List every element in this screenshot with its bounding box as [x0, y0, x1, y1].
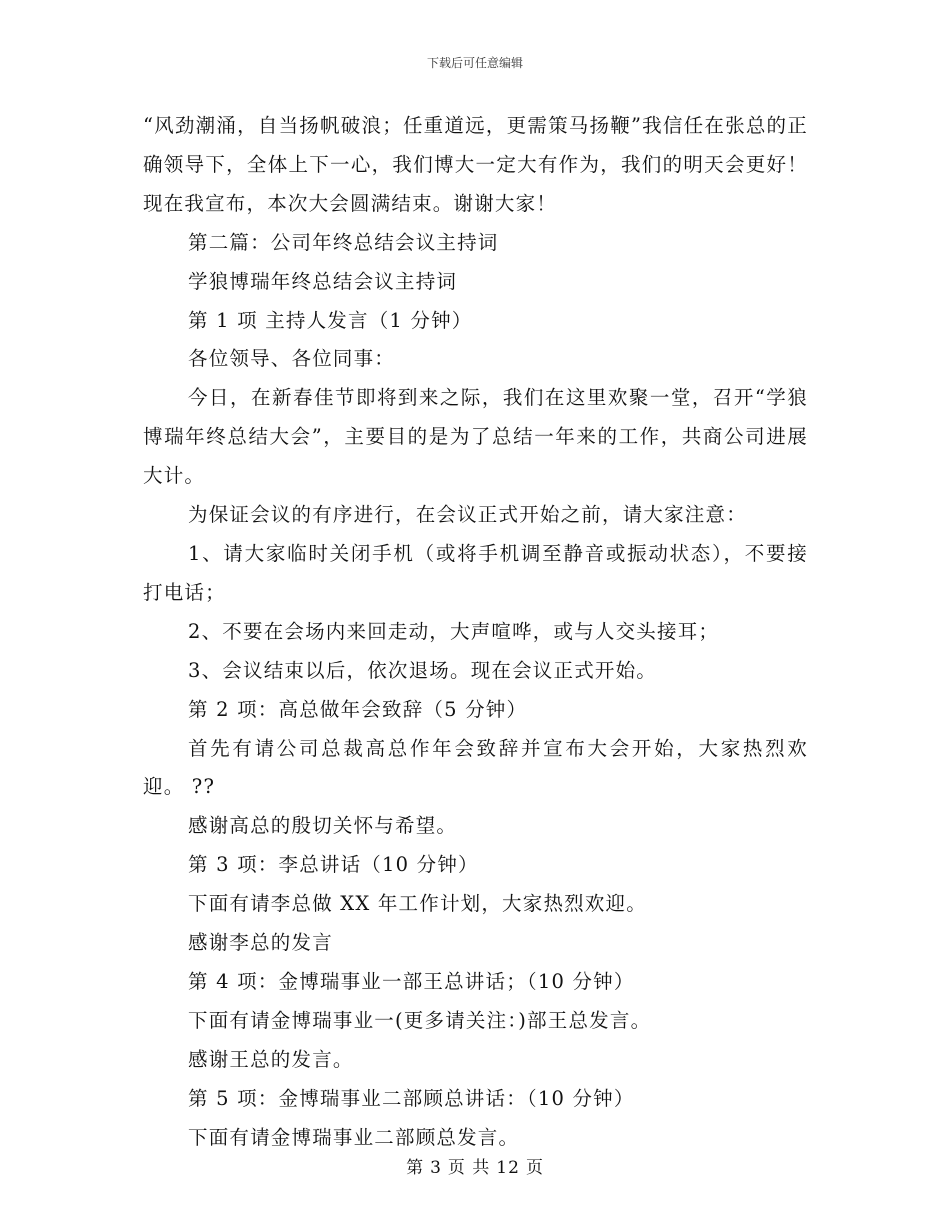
body-paragraph: 3、会议结束以后，依次退场。现在会议正式开始。	[188, 658, 658, 682]
page-footer	[0, 1153, 950, 1178]
footer-total-pages: 12	[496, 1158, 520, 1178]
body-paragraph: 为保证会议的有序进行，在会议正式开始之前，请大家注意：	[188, 503, 747, 527]
document-body	[143, 107, 808, 1157]
body-paragraph: 第 4 项：金博瑞事业一部王总讲话；（10 分钟）	[188, 969, 635, 993]
footer-middle: 页 共	[447, 1158, 491, 1178]
footer-suffix: 页	[525, 1158, 544, 1178]
body-paragraph: 下面有请金博瑞事业二部顾总发言。	[188, 1125, 520, 1149]
body-paragraph: 1、请大家临时关闭手机（或将手机调至静音或振动状态），不要接打电话；	[143, 541, 808, 604]
body-paragraph: 学狼博瑞年终总结会议主持词	[188, 269, 458, 293]
body-paragraph: 第 1 项 主持人发言（1 分钟）	[188, 308, 473, 332]
body-paragraph: 第 2 项：高总做年会致辞（5 分钟）	[188, 697, 528, 721]
footer-current-page: 3	[430, 1158, 442, 1178]
body-paragraph: 2、不要在会场内来回走动，大声喧哗，或与人交头接耳；	[188, 619, 720, 643]
body-paragraph: 感谢王总的发言。	[188, 1047, 354, 1071]
body-paragraph: “风劲潮涌，自当扬帆破浪；任重道远，更需策马扬鞭”我信任在张总的正确领导下，全体上下一心，我们博大一定大有作为，我们的明天会更好！现在我宣布，本次大会圆满结束。谢谢大家！	[143, 114, 808, 215]
body-paragraph: 各位领导、各位同事：	[188, 347, 396, 371]
footer-prefix: 第	[406, 1158, 425, 1178]
body-paragraph: 下面有请金博瑞事业一(更多请关注：)部王总发言。	[188, 1008, 652, 1032]
body-paragraph: 感谢李总的发言	[188, 931, 333, 955]
body-paragraph: 今日，在新春佳节即将到来之际，我们在这里欢聚一堂，召开“学狼博瑞年终总结大会”，主要目的是为了总结一年来的工作，共商公司进展大计。	[143, 386, 808, 488]
body-paragraph: 感谢高总的殷切关怀与希望。	[188, 814, 458, 838]
body-paragraph: 首先有请公司总裁高总作年会致辞并宣布大会开始，大家热烈欢迎。 ??	[143, 736, 808, 799]
body-paragraph: 第 5 项：金博瑞事业二部顾总讲话：（10 分钟）	[188, 1086, 635, 1110]
body-paragraph: 下面有请李总做 XX 年工作计划，大家热烈欢迎。	[188, 892, 647, 916]
body-paragraph: 第二篇：公司年终总结会议主持词	[188, 230, 499, 254]
page-header: 下载后可任意编辑	[426, 56, 523, 70]
body-paragraph: 第 3 项：李总讲话（10 分钟）	[188, 853, 479, 877]
